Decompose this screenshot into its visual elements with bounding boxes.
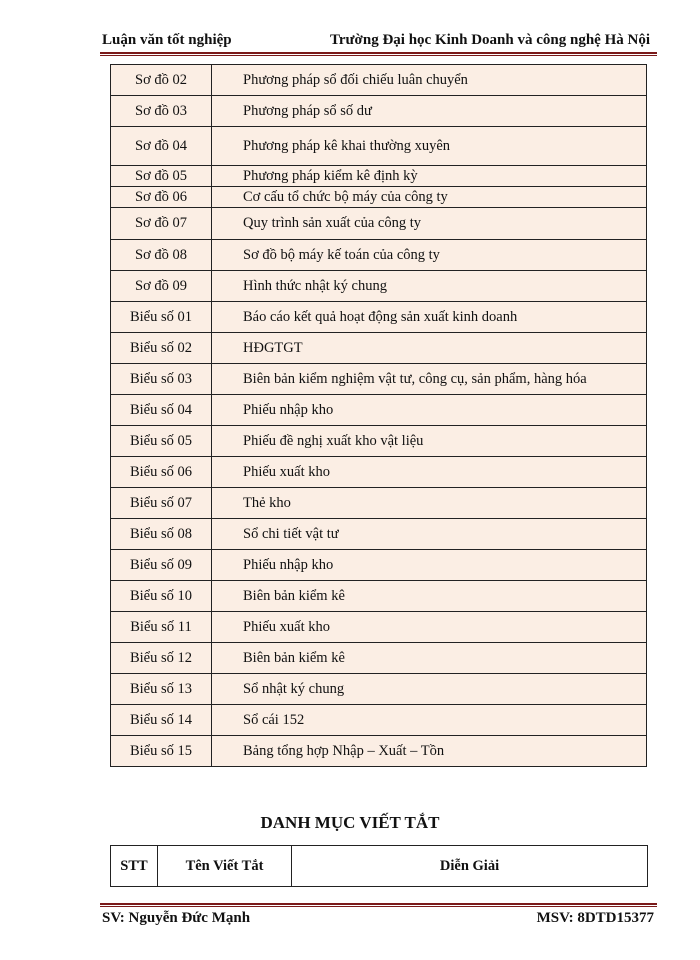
- header-cell-abbreviation: Tên Viết Tắt: [158, 846, 292, 887]
- list-row: [111, 333, 647, 364]
- list-row: [111, 581, 647, 612]
- row-code: Biểu số 08: [111, 519, 212, 550]
- list-row: [111, 127, 647, 166]
- row-code: Sơ đồ 08: [111, 240, 212, 271]
- row-description: Báo cáo kết quả hoạt động sản xuất kinh doanh: [212, 302, 647, 333]
- row-code: Sơ đồ 05: [111, 166, 212, 187]
- list-row: [111, 519, 647, 550]
- row-code: Biểu số 15: [111, 736, 212, 767]
- row-code: Biểu số 05: [111, 426, 212, 457]
- list-row: [111, 166, 647, 187]
- row-code: Sơ đồ 04: [111, 127, 212, 166]
- header-thesis-label: Luận văn tốt nghiệp: [102, 32, 232, 48]
- list-row: [111, 643, 647, 674]
- row-description: Sổ cái 152: [212, 705, 647, 736]
- list-row: [111, 240, 647, 271]
- abbreviation-header-row: [111, 846, 648, 887]
- row-description: Phương pháp kiểm kê định kỳ: [212, 166, 647, 187]
- row-code: Biểu số 01: [111, 302, 212, 333]
- row-code: Sơ đồ 09: [111, 271, 212, 302]
- row-description: Phương pháp sổ số dư: [212, 96, 647, 127]
- row-description: Phiếu xuất kho: [212, 457, 647, 488]
- row-code: Sơ đồ 06: [111, 187, 212, 208]
- header-cell-explanation: Diễn Giải: [292, 846, 648, 887]
- list-row: [111, 488, 647, 519]
- list-row: [111, 208, 647, 240]
- row-description: Phiếu nhập kho: [212, 395, 647, 426]
- footer-student-id: MSV: 8DTD15377: [536, 910, 654, 926]
- footer-student-name: SV: Nguyễn Đức Mạnh: [102, 910, 251, 926]
- page-header: [100, 32, 650, 54]
- row-description: Cơ cấu tổ chức bộ máy của công ty: [212, 187, 647, 208]
- abbreviation-section-title: DANH MỤC VIẾT TẮT: [260, 813, 440, 832]
- row-code: Biểu số 06: [111, 457, 212, 488]
- row-description: Phiếu xuất kho: [212, 612, 647, 643]
- list-row: [111, 302, 647, 333]
- abbreviation-table: [110, 845, 648, 887]
- list-row: [111, 736, 647, 767]
- row-description: Biên bản kiểm nghiệm vật tư, công cụ, sản phẩm, hàng hóa: [212, 364, 647, 395]
- list-row: [111, 271, 647, 302]
- list-row: [111, 187, 647, 208]
- footer-rule-thin: [100, 906, 657, 907]
- list-row: [111, 705, 647, 736]
- row-description: Thẻ kho: [212, 488, 647, 519]
- list-row: [111, 426, 647, 457]
- list-row: [111, 457, 647, 488]
- row-description: Sổ nhật ký chung: [212, 674, 647, 705]
- row-description: Sơ đồ bộ máy kế toán của công ty: [212, 240, 647, 271]
- list-row: [111, 612, 647, 643]
- figure-list-table: [110, 64, 647, 767]
- row-description: Phương pháp sổ đối chiếu luân chuyển: [212, 65, 647, 96]
- list-row: [111, 96, 647, 127]
- list-row: [111, 674, 647, 705]
- row-description: Hình thức nhật ký chung: [212, 271, 647, 302]
- row-description: Phiếu đề nghị xuất kho vật liệu: [212, 426, 647, 457]
- list-row: [111, 65, 647, 96]
- row-code: Sơ đồ 07: [111, 208, 212, 240]
- row-code: Biểu số 11: [111, 612, 212, 643]
- list-row: [111, 550, 647, 581]
- row-code: Biểu số 10: [111, 581, 212, 612]
- row-code: Biểu số 04: [111, 395, 212, 426]
- row-code: Sơ đồ 03: [111, 96, 212, 127]
- row-code: Biểu số 09: [111, 550, 212, 581]
- row-code: Sơ đồ 02: [111, 65, 212, 96]
- row-description: Phiếu nhập kho: [212, 550, 647, 581]
- row-description: Bảng tổng hợp Nhập – Xuất – Tồn: [212, 736, 647, 767]
- row-code: Biểu số 02: [111, 333, 212, 364]
- row-code: Biểu số 12: [111, 643, 212, 674]
- row-description: Phương pháp kê khai thường xuyên: [212, 127, 647, 166]
- footer-rule: [100, 903, 657, 905]
- header-university-name: Trường Đại học Kinh Doanh và công nghệ Hà Nội: [330, 32, 650, 48]
- header-rule-thin: [100, 55, 657, 56]
- row-code: Biểu số 13: [111, 674, 212, 705]
- list-row: [111, 395, 647, 426]
- header-rule: [100, 52, 657, 54]
- row-description: Biên bản kiểm kê: [212, 643, 647, 674]
- row-code: Biểu số 14: [111, 705, 212, 736]
- row-code: Biểu số 07: [111, 488, 212, 519]
- row-description: HĐGTGT: [212, 333, 647, 364]
- row-code: Biểu số 03: [111, 364, 212, 395]
- row-description: Sổ chi tiết vật tư: [212, 519, 647, 550]
- list-row: [111, 364, 647, 395]
- row-description: Quy trình sản xuất của công ty: [212, 208, 647, 240]
- row-description: Biên bản kiểm kê: [212, 581, 647, 612]
- header-cell-stt: STT: [111, 846, 158, 887]
